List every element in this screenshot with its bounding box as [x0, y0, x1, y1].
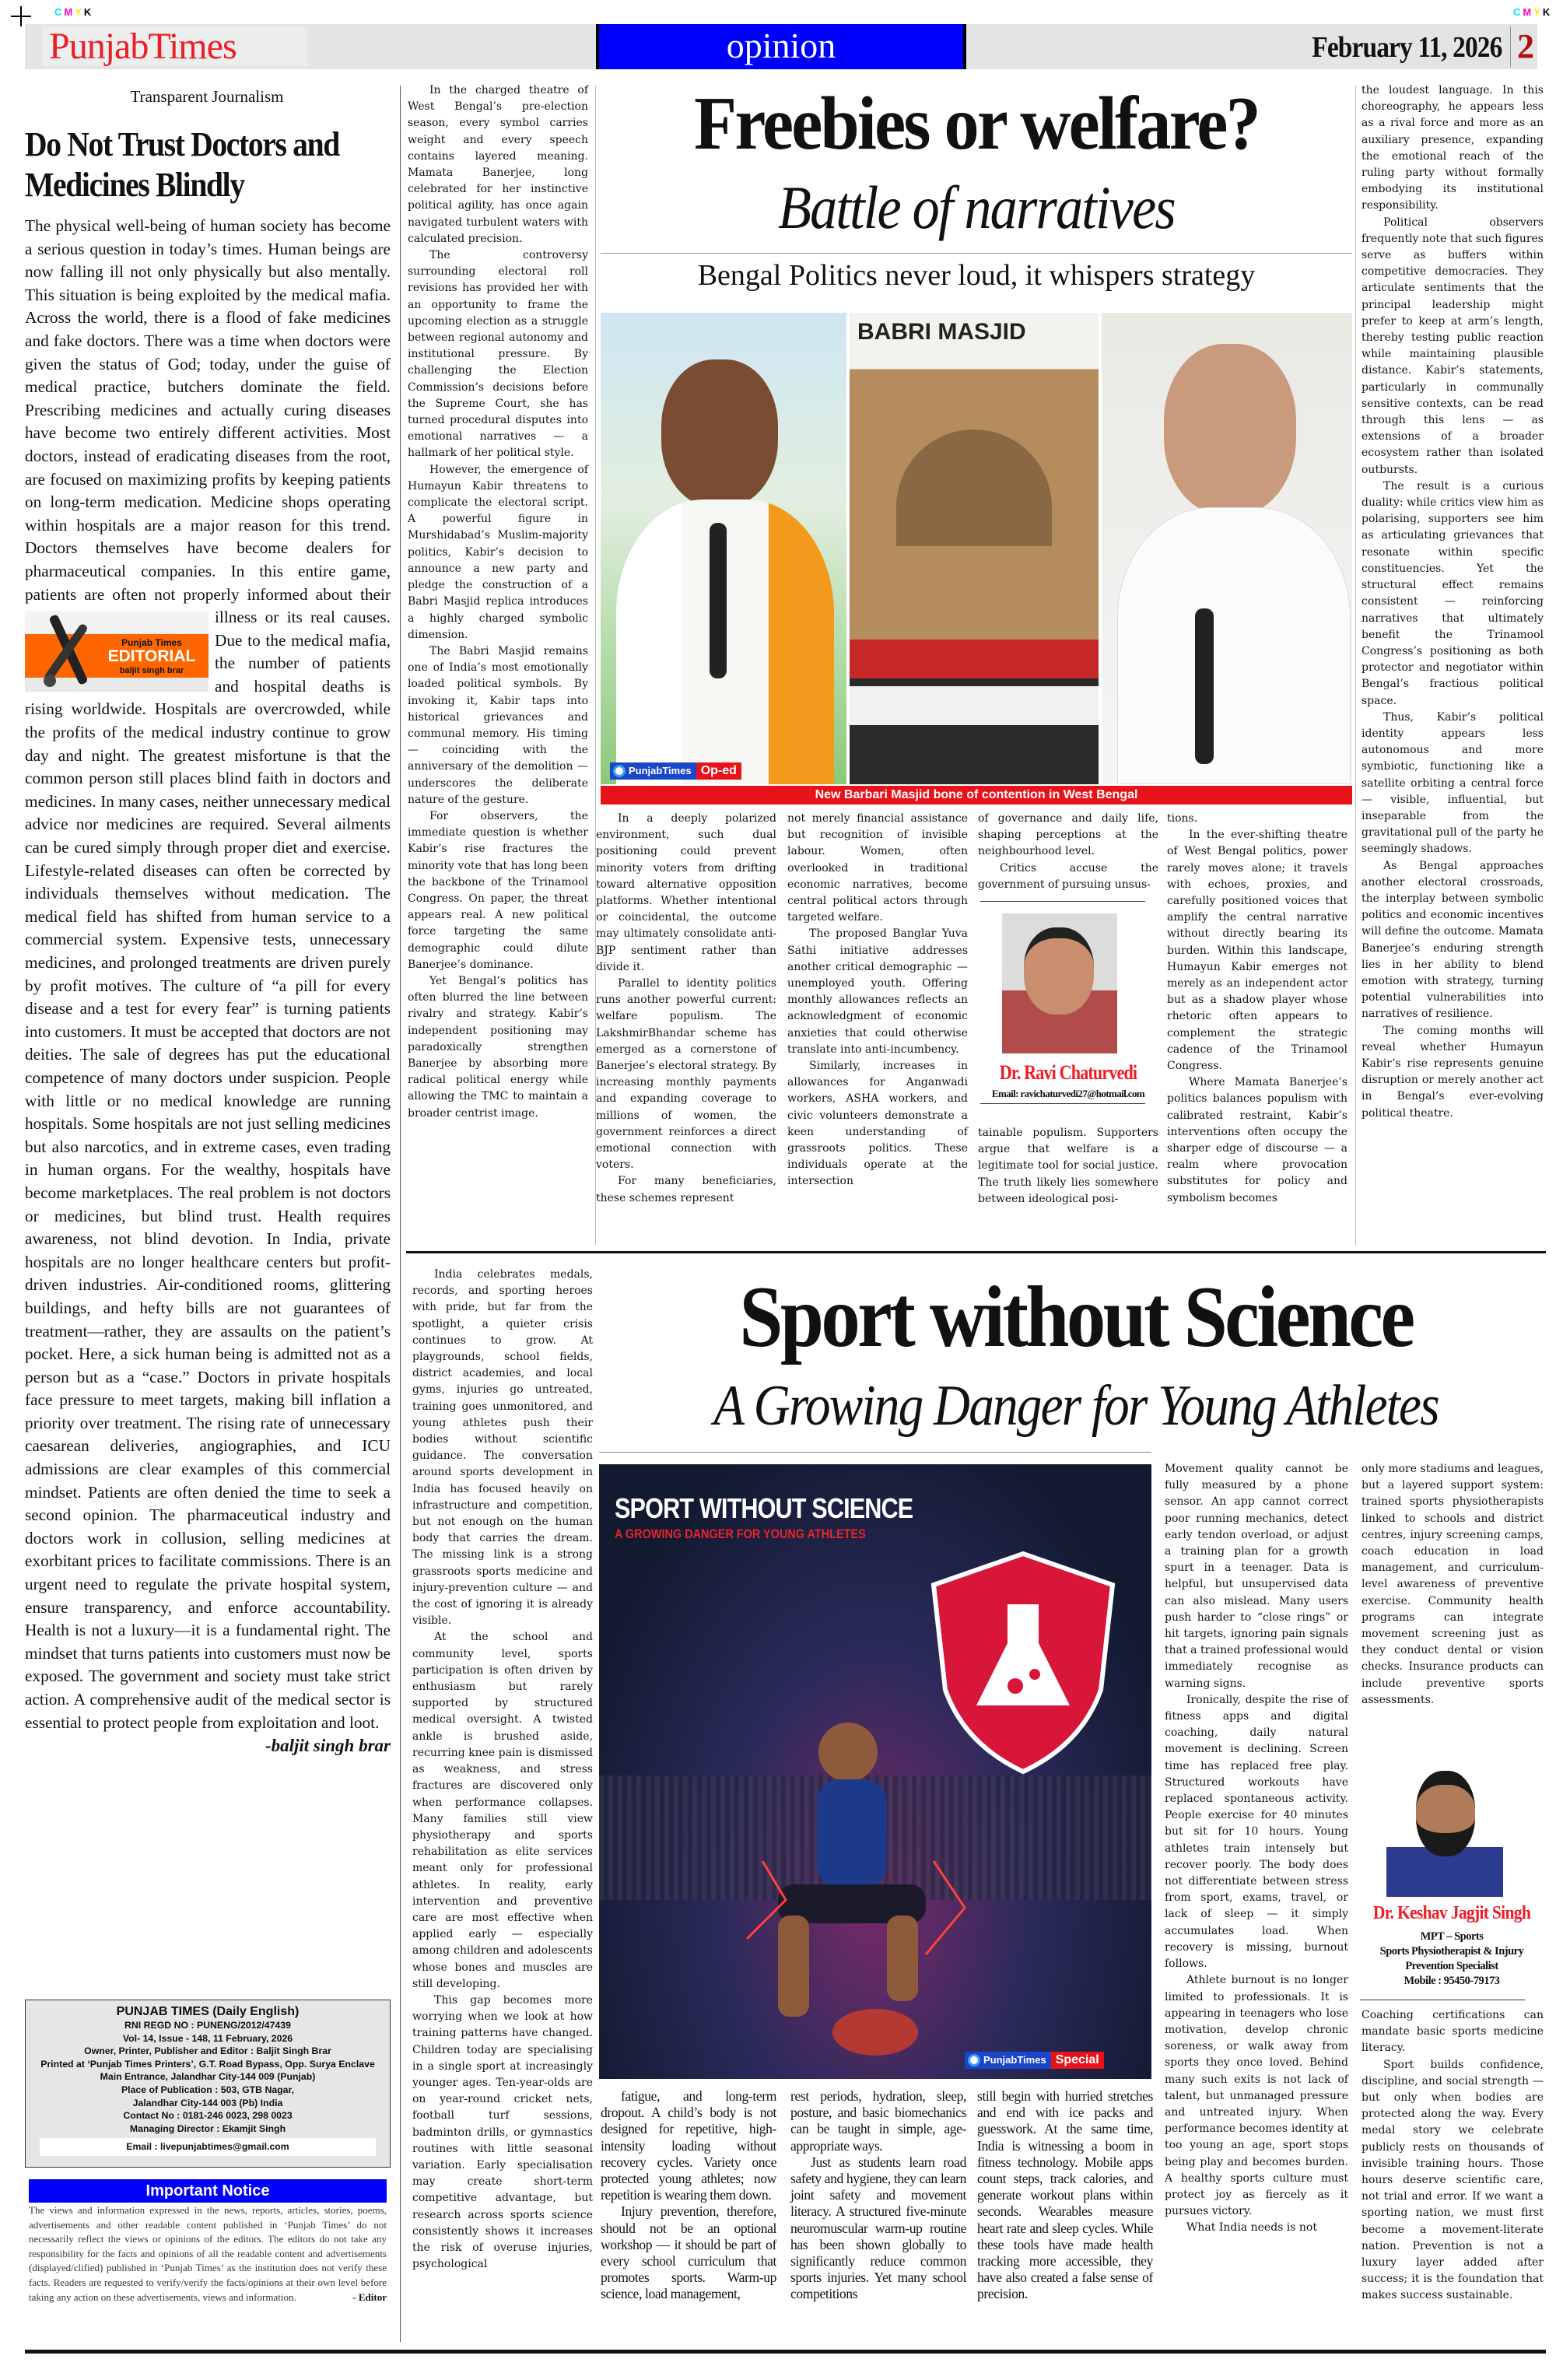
photo-politician-woman [1102, 313, 1352, 784]
special-tag: Special [1051, 2052, 1104, 2069]
paragraph: rest periods, hydration, sleep, posture, and basic biomechanics can be taught in simple, age-appropriate ways. [790, 2088, 966, 2154]
credential-line: MPT – Sports [1420, 1930, 1484, 1943]
divider [980, 901, 1145, 902]
credential-line: Prevention Specialist [1405, 1960, 1498, 1972]
editorial-text-part2: informed about their illness or its real causes. Due to the medical mafia, the number of patients and hospital deaths is rising worldwide. Hospitals are overcrowded, while the profits of the medical industry continue to grow day and night. The greatest misfortune is that the common person still places blind faith in doctors and medicines. In many cases, neither unnecessary medical advice nor medicines are required. Several ailments can be cured simply through proper diet and exercise. Lifestyle-related diseases can often be corrected by individuals themselves without medication. The medical field has shifted from human service to a commercial system. Expensive tests, unnecessary medicines, and prolonged treatments are driven purely by profit motives. The culture of “a pill for every disease and a test for every fear” is turning patients into customers. It must be accepted that doctors are not deities. The sale of degrees has put the educational competence of many doctors under suspicion. People with little or no medical knowledge are running hospitals. Some hospitals are not just selling medicines but also narcotics, and in extreme cases, even trading in human organs. For the wealthy, hospitals have become marketplaces. The real problem is not doctors or medicines, but blind trust. Health requires awareness, not blind devotion. In India, private hospitals are no longer healthcare centers but profit-driven industries. Air-conditioned rooms, glittering buildings, and hefty bills are not guarantees of treatment—rather, they are assaults on the patient’s pocket. Here, a sick human being is admitted not as a person but as a “case.” Doctors in private hospitals face pressure to meet targets, making bill inflation a priority over treatment. The rising rate of unnecessary caesarean deliveries, angiographies, and ICU admissions are clear examples of this commercial mindset. Patients are often denied the time to seek a second opinion. The pharmaceutical industry and doctors work in collusion, selling medicines at exorbitant prices to facilitate commissions. There is an urgent need to regulate the private hospital system, ensure transparency, and enforce accountability. Health is not a luxury—it is a fundamental right. The mindset that turns patients into customers must now be exposed. The government and society must take strict action. A comprehensive audit of the medical sector is essential to protect people from exploitation and loot. [25, 584, 391, 1732]
brand-name: PunjabTimes [983, 2054, 1046, 2066]
paragraph: Coaching certifications can mandate basic sports medicine literacy. [1362, 2009, 1544, 2055]
paragraph: still begin with hurried stretches and end with ice packs and guesswork. At the same time, India is witnessing a boom in fitness technology. Mobile apps count steps, track calories, and generate workout plans within seconds. Wearables measure heart rate and sleep cycles. While these tools have made health tracking more accessible, they have also created a false sense of precision. [977, 2088, 1153, 2302]
sport-illustration [599, 1464, 1151, 2079]
bengal-col-b [596, 811, 776, 1207]
paragraph: The coming months will reveal whether Humayun Kabir’s rise represents genuine disruption or merely another act in Bengal’s ever-evolving political theatre. [1362, 1024, 1544, 1120]
newspaper-logo[interactable]: PunjabTimes [43, 27, 307, 66]
divider [601, 253, 1352, 254]
paragraph: Political observers frequently note that such figures serve as buffers within competitive democracies. They articulate sentiments that the principal leadership might prefer to keep at arm’s length, thereby testing public reaction while maintaining plausible distance. Kabir’s statements, particularly in communally sensitive contexts, can be read through this lens — as extensions of a broader ecosystem rather than isolated outbursts. [1362, 216, 1544, 476]
sport-col-a [412, 1267, 593, 2273]
cmyk-k: K [83, 6, 94, 18]
paragraph: The proposed Banglar Yuva Sathi initiative addresses another critical demographic — unemployed youth. Offering monthly allowances reflects an acknowledgment of economic anxieties that could otherwise translate into anti-incumbency. [787, 927, 968, 1056]
paragraph: However, the emergence of Humayun Kabir threatens to complicate the electoral script. A powerful figure in Murshidabad’s Muslim-majority politics, Kabir’s decision to announce a new party and pledge the construction of a Babri Masjid replica introduces a highly charged symbolic dimension. [408, 463, 588, 641]
cmyk-m: M [1523, 6, 1534, 18]
bottom-rule [25, 2350, 1546, 2354]
author-mobile: Mobile : 95450-79173 [1404, 1975, 1500, 1987]
divider [980, 1103, 1145, 1104]
sport-col-e [1165, 1461, 1348, 2237]
sport-author-credentials [1358, 1930, 1546, 1989]
op-ed-tag: Op-ed [696, 762, 741, 780]
bengal-col-c [787, 811, 968, 1190]
photo-sign-text: BABRI MASJID [857, 319, 1026, 345]
bengal-col-d-top [978, 811, 1158, 893]
paragraph: Yet Bengal’s politics has often blurred the line between rivalry and strategy. Kabir’s independent positioning may paradoxically strengthen Banerjee by absorbing more radical political energy while allowing the TMC to maintain a broader centrist image. [408, 974, 588, 1120]
paragraph: As Bengal approaches another electoral crossroads, the interplay between symbolic politics and economic incentives will define the outcome. Mamata Banerjee’s enduring strength lies in her ability to blend emotion with strategy, turning potential vulnerabilities into narratives of resilience. [1362, 859, 1544, 1021]
paragraph: Thus, Kabir’s political identity appears less autonomous and more symbiotic, functioning like a satellite orbiting a central force — visible, influential, but inseparable from the gravitational pull of the party he seemingly shadows. [1362, 710, 1544, 856]
column-divider [1355, 86, 1356, 1245]
column-divider [400, 86, 401, 2342]
paragraph: tainable populism. Supporters argue that welfare is a legitimate tool for social justice. The truth likely lies somewhere between ideological posi- [978, 1127, 1158, 1205]
divider [599, 1452, 1151, 1453]
paragraph: What India needs is not [1186, 2221, 1317, 2235]
author-photo-keshav-jagjit-singh [1386, 1766, 1503, 1897]
cmyk-marks-right [1513, 6, 1552, 18]
notice-text: The views and information expressed in the news, reports, articles, stories, poems, advertisements and other readable content published in ‘Punjab Times’ do not necessarily reflect the views or opinions of the editors. The editors do not take any responsibility for the facts and opinions of all the readable content and advertisements (displayed/clified) published in ‘Punjab Times’ as the institution does not verify these facts. Readers are requested to verify/verify the facts/opinions at their own level before taking any action on these advertisements, views and information. [29, 2204, 387, 2303]
bengal-headline: Freebies or welfare? [694, 82, 1259, 166]
paragraph: India celebrates medals, records, and sporting heroes with pride, but far from the spotlight, a quieter crisis continues to grow. At playgrounds, school fields, district academies, and local gyms, injuries go untreated, training goes unmonitored, and young athletes push their bodies without scientific guidance. The conversation around sports development in India has focused heavily on infrastructure and competition, but not enough on the human body that carries the dream. The missing link is a strong grassroots sports medicine and injury-prevention culture — and the cost of ignoring it is already visible. [412, 1268, 593, 1628]
brand-name: PunjabTimes [629, 765, 692, 776]
notice-body [29, 2203, 387, 2305]
sport-col-c [790, 2088, 966, 2303]
cmyk-marks [54, 6, 93, 18]
paragraph: This gap becomes more worrying when we look at how training patterns have changed. Children today are specialising in a single sport at increasingly younger ages. Ten-year-olds are on year-round cricket nets, football turf sessions, badminton drills, or gymnastics routines with little seasonal variation. Early specialisation may create short-term competitive advantage, but research across sports science consistently shows it increases the risk of overuse injuries, psychological [412, 1993, 593, 2271]
cmyk-y: Y [1533, 6, 1543, 18]
cmyk-c: C [1513, 6, 1523, 18]
sport-subhead: A Growing Danger for Young Athletes [713, 1374, 1439, 1438]
paragraph: Similarly, increases in allowances for Anganwadi workers, ASHA workers, and civic volunteers demonstrate a keen understanding of grassroots politics. These individuals operate at the intersection [787, 1060, 968, 1188]
paragraph: The Babri Masjid remains one of India’s most emotionally loaded political symbols. By invoking it, Kabir taps into historical grievances and communal memory. His timing — coinciding with the anniversary of the demolition — underscores the deliberate nature of the gesture. [408, 644, 588, 806]
pen-icon [33, 612, 103, 690]
page-number: 2 [1510, 26, 1534, 67]
bengal-col-e [1167, 811, 1347, 1207]
paragraph: Where Mamata Banerjee’s politics balances populism with calibrated restraint, Kabir’s interventions often occupy the sharper edge of discourse — a realm where provocation substitutes for policy and symbolism becomes [1167, 1076, 1347, 1204]
sport-headline: Sport without Science [739, 1269, 1413, 1365]
imprint-email[interactable]: Email : livepunjabtimes@gmail.com [40, 2138, 376, 2156]
paragraph: Critics accuse the government of pursuing unsus- [978, 861, 1158, 891]
paragraph: Athlete burnout is no longer limited to professionals. It is appearing in teenagers who lose motivation, develop chronic soreness, or walk away from sports they once loved. Behind many such exits is not lack of talent, but unmanaged pressure and untreated injury. When performance becomes identity at too young an age, sport stops being play and becomes burden. A healthy sports culture must protect joy as fiercely as it pursues victory. [1165, 1974, 1348, 2218]
paragraph: fatigue, and long-term dropout. A child’s body is not designed for repetitive, high-intensity loading without recovery cycles. Variety once protected young athletes; now repetition is wearing them down. [601, 2088, 776, 2203]
imprint-line: Managing Director : Ekamjit Singh [129, 2122, 286, 2134]
paragraph: of governance and daily life, shaping perceptions at the neighbourhood level. [978, 812, 1158, 858]
bengal-col-a [408, 82, 588, 1122]
sport-col-f-top [1362, 1461, 1544, 1709]
credential-line: Sports Physiotherapist & Injury [1379, 1945, 1524, 1958]
paragraph: The result is a curious duality: while critics view him as polarising, supporters see him as articulating grievances that resonate within specific constituencies. Yet the structural effect remains consistent — reinforcing narratives that ultimately benefit the Trinamool Congress’s positioning as both protector and negotiator within Bengal’s fractious political space. [1362, 479, 1544, 707]
bengal-photo-collage [601, 313, 1352, 784]
imprint-line: RNI REGD NO : PUNENG/2012/47439 [124, 2020, 291, 2031]
brand-logo-icon [613, 765, 626, 777]
photo-politician-man [601, 313, 846, 784]
imprint-line: Owner, Printer, Publisher and Editor : Baljit Singh Brar [84, 2045, 331, 2057]
sport-author-name: Dr. Keshav Jagjit Singh [1372, 1903, 1531, 1923]
brand-logo-icon [968, 2054, 980, 2066]
bengal-col-f [1362, 82, 1544, 1122]
issue-date: February 11, 2026 [1311, 31, 1502, 64]
cmyk-k: K [1542, 6, 1553, 18]
paragraph: not merely financial assistance but recognition of invisible labour. Women, often overlooked in traditional economic narratives, become central political actors through targeted welfare. [787, 812, 968, 924]
paragraph: For observers, the immediate question is whether Kabir’s rise fractures the minority vote that has long been the backbone of the Trinamool Congress. On paper, the threat appears real. A new political force targeting the same demographic could dilute Banerjee’s dominance. [408, 809, 588, 971]
paragraph: In the charged theatre of West Bengal’s pre-election season, every symbol carries weight and every speech contains layered meaning. Mamata Banerjee, long celebrated for her instinctive political agility, has once again navigated turbulent waters with calculated precision. [408, 84, 588, 245]
editorial-body [25, 215, 391, 1756]
notice-title: Important Notice [29, 2179, 387, 2203]
brand-tag [965, 2052, 1051, 2069]
paragraph: At the school and community level, sports participation is often driven by enthusiasm but rarely supported by structured medical oversight. A twisted ankle is brushed aside, recurring knee pain is dismissed as weakness, and stress fractures are discovered only when performance collapses. Many families still view physiotherapy and sports rehabilitation as elite services meant only for professional athletes. In reality, early intervention and preventive care are most effective when applied early — especially among children and adolescents whose bones and muscles are still developing. [412, 1631, 594, 1990]
imprint-line: Jalandhar City-144 003 (Pb) India [132, 2097, 283, 2108]
special-badge [965, 2052, 1104, 2069]
bengal-subhead: Battle of narratives [778, 174, 1175, 241]
editorial-badge-main: EDITORIAL [107, 647, 196, 666]
injured-athlete-figure [731, 1705, 980, 2032]
cmyk-y: Y [75, 6, 84, 18]
editorial-badge-author: baljit singh brar [119, 666, 184, 676]
brand-tag [610, 762, 696, 780]
section-label: opinion [596, 24, 966, 69]
paragraph: Parallel to identity politics runs another powerful current: welfare populism. The LakshmirBhandar scheme has emerged as a cornerstone of Banerjee’s electoral strategy. By increasing monthly payments and expanding coverage to millions of women, the government reinforces a direct emotional connection with voters. [596, 977, 776, 1172]
notice-sign: - Editor [352, 2291, 387, 2303]
paragraph: Movement quality cannot be fully measured by a phone sensor. An app cannot correct poor running mechanics, detect early tendon overload, or adjust a training plan for a growth spurt in a teenager. Data is helpful, but unsupervised data can also mislead. Many users push harder to “close rings” or hit targets, ignoring pain signals that a trained professional would immediately recognise as warning signs. [1165, 1463, 1348, 1690]
cmyk-c: C [54, 6, 65, 18]
paragraph: In a deeply polarized environment, such dual positioning could prevent minority voters from drifting toward alternative opposition platforms. Whether intentional or coincidental, the outcome may ultimately consolidate anti-BJP sentiment rather than divide it. [596, 812, 776, 973]
imprint-title: PUNJAB TIMES (Daily English) [116, 2005, 300, 2018]
editorial-badge-top: Punjab Times [121, 637, 182, 649]
bengal-col-d-bottom [978, 1125, 1158, 1208]
paragraph: The controversy surrounding electoral roll revisions has provided her with an opportunity to frame the upcoming election as a struggle between regional autonomy and institutional pressure. By challenging the Election Commission’s decisions before the Supreme Court, she has turned procedural disputes into emotional narratives — a hallmark of her political style. [408, 249, 588, 460]
paragraph: In the ever-shifting theatre of West Bengal politics, power rarely moves alone; it travels with echoes, proxies, and carefully positioned voices that amplify the central narrative without directly bearing its burden. Within this landscape, Humayun Kabir emerges not merely as an independent actor but as a shadow player whose rhetoric often appears to complement the strategic cadence of the Trinamool Congress. [1167, 829, 1347, 1073]
cmyk-m: M [64, 6, 75, 18]
editorial-signature: -baljit singh brar [265, 1736, 391, 1756]
op-ed-badge [610, 762, 741, 780]
imprint-line: Contact No : 0181-246 0023, 298 0023 [123, 2110, 293, 2122]
bengal-photo-caption: New Barbari Masjid bone of contention in West Bengal [601, 786, 1352, 804]
illustration-subtitle: A GROWING DANGER FOR YOUNG ATHLETES [615, 1526, 866, 1541]
sport-col-d [977, 2088, 1153, 2303]
editorial-headline: Do Not Trust Doctors and Medicines Blindly [25, 125, 339, 204]
bengal-deck: Bengal Politics never loud, it whispers strategy [697, 259, 1256, 292]
author-email[interactable]: Email: ravichaturvedi27@hotmail.com [991, 1088, 1145, 1099]
imprint-line: Vol- 14, Issue - 148, 11 February, 2026 [122, 2032, 293, 2044]
paragraph: Ironically, despite the rise of fitness apps and digital coaching, daily natural movement is declining. Screen time has replaced free play. Structured workouts have replaced spontaneous activity. People exercise for 40 minutes but sit for 10 hours. Young athletes train intensely but recover poorly. The body does not differentiate between stress from sport, exams, travel, or lack of sleep — it simply accumulates load. When recovery is missing, burnout follows. [1165, 1693, 1348, 1971]
imprint-line: Printed at ‘Punjab Times Printers’, G.T. Road Bypass, Opp. Surya Enclave Main Entrance, Jalandhar City-144 009 (Punjab) [40, 2058, 375, 2083]
glow [832, 2009, 918, 2056]
paragraph: For many beneficiaries, these schemes represent [596, 1175, 776, 1204]
imprint-line: Place of Publication : 503, GTB Nagar, [121, 2084, 295, 2095]
paragraph: Sport builds confidence, discipline, and social strength — but only when bodies are protected along the way. Every medal story we celebrate publicly rests on thousands of invisible training hours. Those hours deserve scientific care, not trial and error. If we want a sporting nation, we must first become a movement-literate nation. Prevention is not a luxury layer added after success; it is the foundation that makes success sustainable. [1362, 2058, 1544, 2302]
author-photo-ravi-chaturvedi [1002, 913, 1117, 1053]
sport-col-b [601, 2088, 776, 2303]
illustration-title: SPORT WITHOUT SCIENCE [615, 1492, 913, 1524]
editorial-text-part1: The physical well-being of human society has become a serious question in today’s times. Human beings are now falling ill not only physically but also mentally. This situation is being exploited by the medical mafia. Across the world, there is a flood of fake medicines and fake doctors. There was a time when doctors were given the status of God; today, under the guise of medical practice, butchers dominate the field. Prescribing medicines and actually curing diseases have become two entirely different activities. Most doctors, instead of eradicating diseases from the root, are focused on maximizing profits by keeping patients on long-term medication. Medicine shops operating within hospitals are a major reason for this trend. Doctors themselves have become dealers for pharmaceutical companies. In this entire game, patients are often not properly [25, 216, 391, 604]
section-rule [406, 1251, 1546, 1253]
photo-babri-masjid [850, 313, 1099, 784]
tagline: Transparent Journalism [130, 87, 284, 106]
paragraph: Injury prevention, therefore, should not be an optional workshop — it should be part of every school curriculum that promotes sports. Warm-up science, load management, [601, 2203, 776, 2302]
paragraph: the loudest language. In this choreography, he appears less as a rival force and more as an auxiliary presence, expanding the emotional reach of the ruling party without formally embodying its institutional responsibility. [1362, 84, 1544, 212]
paragraph: only more stadiums and leagues, but a layered support system: trained sports physiotherapists linked to schools and district centres, injury screening camps, coach education in load management, and curriculum-level awareness of preventive exercise. Community health programs can integrate movement screening just as they conduct dental or vision checks. Insurance products can include preventive sports assessments. [1362, 1463, 1544, 1706]
paragraph: Just as students learn road safety and hygiene, they can learn joint safety and movement literacy. A structured five-minute neuromuscular warm-up routine has been shown globally to significantly reduce common sports injuries. Yet many school competitions [790, 2154, 966, 2302]
imprint-box [25, 2000, 391, 2168]
author-name: Dr. Ravi Chaturvedi [999, 1061, 1137, 1084]
editorial-badge [25, 611, 209, 692]
paragraph: tions. [1167, 812, 1198, 825]
sport-col-f-bottom [1362, 2007, 1544, 2305]
